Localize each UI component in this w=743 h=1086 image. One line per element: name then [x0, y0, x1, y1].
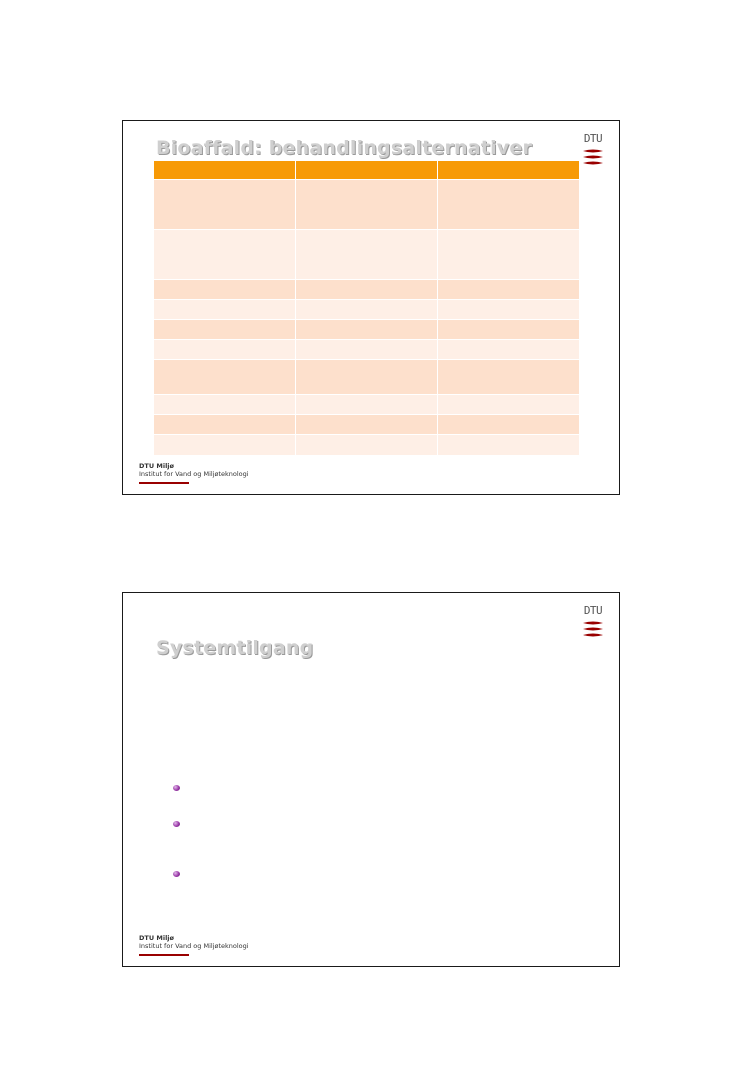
- slide-title: Bioaffald: behandlingsalternativer: [156, 137, 533, 159]
- table-row: [154, 395, 579, 415]
- footer-rule: [139, 482, 189, 484]
- table-row: [154, 230, 579, 280]
- bullet-icon: [173, 821, 180, 827]
- slide-footer: [139, 934, 249, 956]
- dtu-logo: [581, 605, 605, 638]
- footer-institute: Institut for Vand og Miljøteknologi: [139, 942, 249, 950]
- treatment-alternatives-table: [154, 161, 579, 455]
- slide-footer: [139, 462, 249, 484]
- dtu-wave-icon: [581, 620, 605, 638]
- slide-2: [122, 592, 620, 967]
- table-row: [154, 320, 579, 340]
- table-row: [154, 360, 579, 395]
- slide-title: Systemtilgang: [156, 637, 314, 659]
- dtu-logo-text: DTU: [583, 604, 603, 617]
- table-header-cell: [154, 161, 295, 180]
- table-header-row: [154, 161, 579, 180]
- table-row: [154, 435, 579, 455]
- dtu-logo-text: DTU: [583, 132, 603, 145]
- dtu-wave-icon: [581, 148, 605, 166]
- bullet-icon: [173, 871, 180, 877]
- table-row: [154, 280, 579, 300]
- footer-rule: [139, 954, 189, 956]
- table-row: [154, 415, 579, 435]
- slide-1: [122, 120, 620, 495]
- table-header-cell: [437, 161, 579, 180]
- table-row: [154, 340, 579, 360]
- footer-institute: Institut for Vand og Miljøteknologi: [139, 470, 249, 478]
- footer-org: DTU Miljø: [139, 462, 174, 470]
- bullet-icon: [173, 785, 180, 791]
- table-row: [154, 300, 579, 320]
- dtu-logo: [581, 133, 605, 166]
- table-row: [154, 180, 579, 230]
- table-header-cell: [295, 161, 437, 180]
- footer-org: DTU Miljø: [139, 934, 174, 942]
